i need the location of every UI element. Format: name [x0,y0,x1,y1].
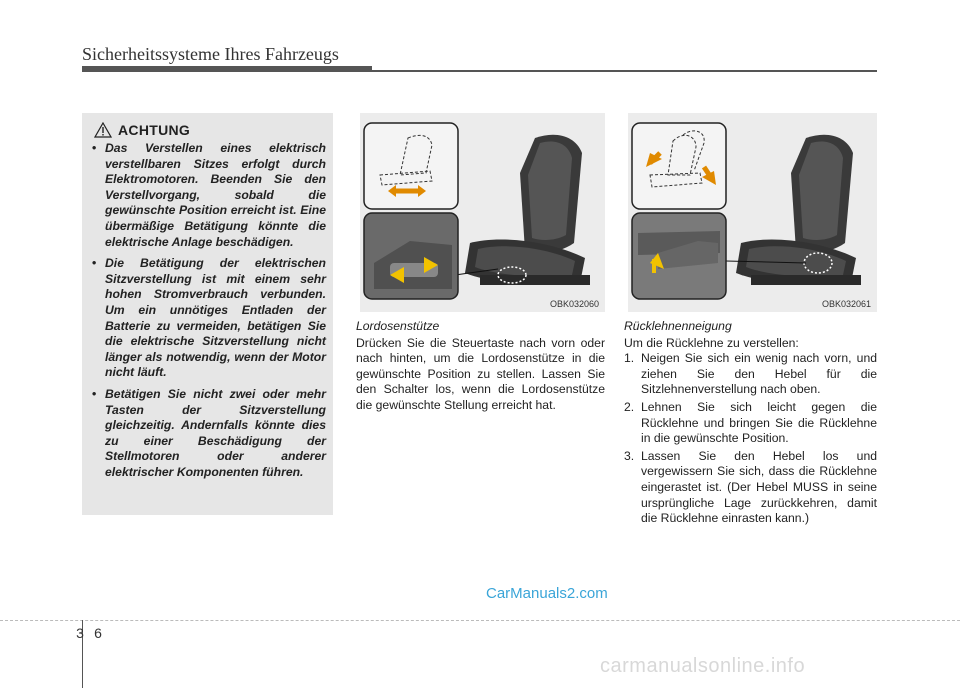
seat-lumbar-illustration [360,113,605,312]
page-number [71,625,107,641]
lordosis-text: Drücken Sie die Steuertaste nach vorn oder nach hinten, um die Lordosenstütze in die gewünschte Position zu stellen. Lassen Sie den Schalter los, wenn die Lordosenstütze die gewünschte Stellung erreicht hat. [356,335,605,412]
step-text: Neigen Sie sich ein wenig nach vorn, und ziehen Sie den Hebel für die Sitzlehnenverstellung nach oben. [641,351,877,397]
warning-item: • Die Betätigung der elektrischen Sitzverstellung ist mit einem sehr hohen Stromverbrauch verbunden. Um ein unnötiges Entladen der Batterie zu vermeiden, betätigen Sie die elektrische Sitzverstellung nicht länger als notwendig, wenn der Motor nicht läuft. [92,256,326,380]
recline-step [624,449,877,527]
recline-heading: Rücklehnenneigung [624,319,732,333]
warning-item: • Das Verstellen eines elektrisch verstellbaren Sitzes erfolgt durch Elektromotoren. Beenden Sie den Verstellvorgang, sobald die gewünschte Position erreicht ist. Eine übermäßige Betätigung könnte die elektrische Anlage beschädigen. [92,141,326,249]
recline-step [624,400,877,447]
recline-intro: Um die Rücklehne zu verstellen: [624,335,799,350]
warning-box [82,113,333,515]
footer-site-mark: carmanualsonline.info [600,655,806,677]
page-number-value: 6 [94,625,102,641]
lordosis-heading: Lordosenstütze [356,319,440,333]
figure-code: OBK032061 [821,299,871,309]
step-number: 2. [624,399,635,414]
seat-recline-illustration [628,113,877,312]
watermark-link[interactable]: CarManuals2.com [486,585,608,602]
warning-item: • Betätigen Sie nicht zwei oder mehr Tasten der Sitzverstellung gleichzeitig. Andernfalls könnte dies zu einer Beschädigung der Stellmotoren oder anderer elektrischer Komponenten führen. [92,386,326,479]
lordosis-section [356,319,605,414]
recline-figure [628,113,877,312]
chapter-number: 3 [76,625,84,641]
recline-section [624,319,877,529]
warning-list [90,141,326,486]
recline-steps [624,351,877,527]
figure-code: OBK032060 [549,299,599,309]
step-text: Lehnen Sie sich leicht gegen die Rücklehne und bringen Sie die Rücklehne in die gewünschte Position. [641,399,877,446]
page-header-title: Sicherheitssysteme Ihres Fahrzeugs [82,44,339,64]
footer-divider [0,620,960,622]
warning-title: ACHTUNG [118,122,191,138]
warning-item-text: Das Verstellen eines elektrisch verstellbaren Sitzes erfolgt durch Elektromotoren. Beenden Sie den Verstellvorgang, sobald die gewünschte Position erreicht ist. Eine übermäßige Betätigung könnte die elektrische Anlage beschädigen. [105,141,326,249]
step-number: 1. [624,351,635,366]
step-text: Lassen Sie den Hebel los und vergewissern Sie sich, dass die Rücklehne eingerastet ist. (Der Hebel MUSS in seine ursprüngliche Lage zurückkehren, damit die Rücklehne einrasten kann.) [641,448,877,526]
lumbar-support-figure [360,113,605,312]
warning-header [94,122,190,138]
warning-item-text: Betätigen Sie nicht zwei oder mehr Tasten der Sitzverstellung gleichzeitig. Andernfalls könnte dies zu einer Beschädigung der Stellmotoren oder anderer elektrischer Komponenten führen. [105,386,326,479]
warning-triangle-icon [94,122,112,138]
warning-item-text: Die Betätigung der elektrischen Sitzverstellung ist mit einem sehr hohen Stromverbrauch verbunden. Um ein unnötiges Entladen der Batterie zu vermeiden, betätigen Sie die elektrische Sitzverstellung nicht länger als notwendig, wenn der Motor nicht läuft. [105,256,326,380]
step-number: 3. [624,448,635,463]
recline-step [624,351,877,398]
header-rule [82,70,877,72]
